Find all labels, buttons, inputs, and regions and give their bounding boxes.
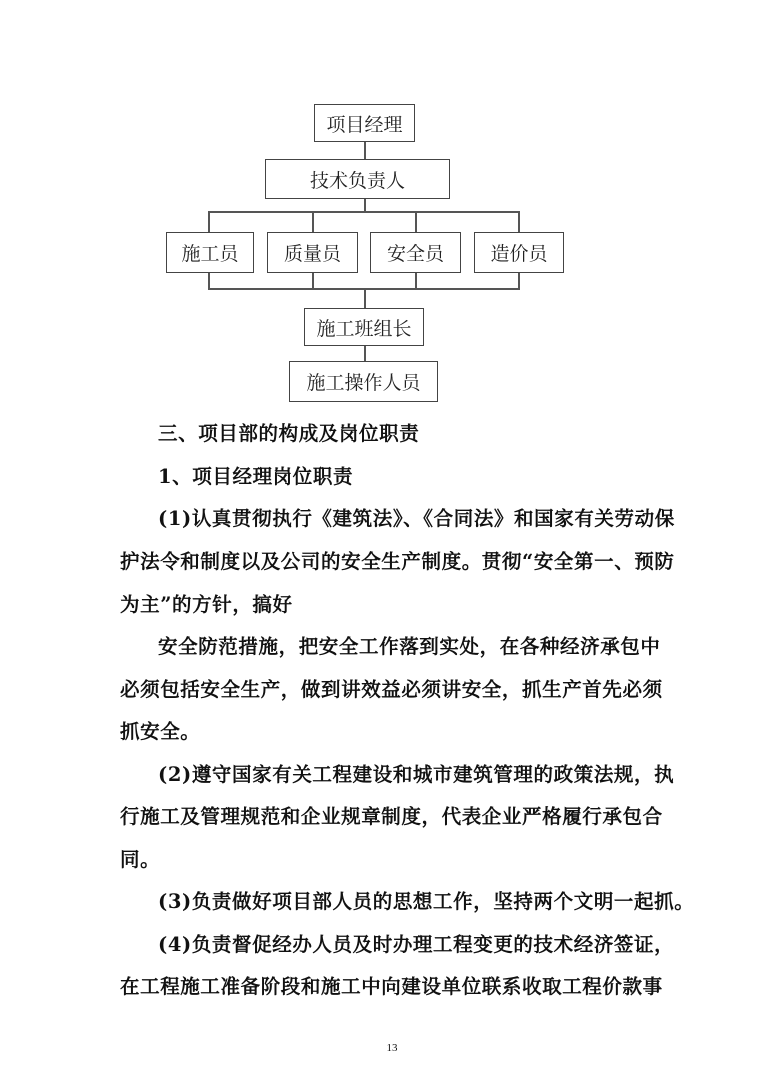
paragraph-line: (4)负责督促经办人员及时办理工程变更的技术经济签证，: [158, 933, 675, 956]
paragraph-line: 安全防范措施，把安全工作落到实处，在各种经济承包中: [158, 635, 661, 658]
org-node-role: 安全员: [370, 232, 461, 273]
paragraph-line: (2)遵守国家有关工程建设和城市建筑管理的政策法规，执: [158, 763, 675, 786]
connector-line: [364, 199, 366, 211]
connector-line: [208, 211, 520, 213]
paragraph-line: 同。: [120, 848, 161, 871]
connector-line: [364, 142, 366, 159]
paragraph-line: 行施工及管理规范和企业规章制度，代表企业严格履行承包合: [120, 805, 663, 828]
paragraph-line: 抓安全。: [120, 720, 201, 743]
org-node-team-leader: 施工班组长: [304, 308, 424, 346]
paragraph-line: (3)负责做好项目部人员的思想工作，坚持两个文明一起抓。: [158, 890, 695, 913]
section-heading: 三、项目部的构成及岗位职责: [158, 422, 420, 445]
org-node-role: 质量员: [267, 232, 358, 273]
paragraph-line: 护法令和制度以及公司的安全生产制度。贯彻“安全第一、预防: [120, 550, 675, 573]
org-node-operators: 施工操作人员: [289, 361, 438, 402]
connector-line: [312, 211, 314, 232]
org-node-technical-lead: 技术负责人: [265, 159, 450, 199]
paragraph-line: (1)认真贯彻执行《建筑法》、《合同法》和国家有关劳动保: [158, 507, 675, 530]
page-number: 13: [386, 1042, 398, 1054]
connector-line: [415, 211, 417, 232]
connector-line: [208, 211, 210, 232]
subsection-heading: 1、项目经理岗位职责: [158, 465, 354, 488]
org-node-role: 施工员: [166, 232, 254, 273]
paragraph-line: 为主”的方针，搞好: [120, 593, 293, 616]
connector-line: [364, 288, 366, 308]
org-node-role: 造价员: [474, 232, 564, 273]
org-node-project-manager: 项目经理: [314, 104, 415, 142]
paragraph-line: 必须包括安全生产，做到讲效益必须讲安全，抓生产首先必须: [120, 678, 663, 701]
paragraph-line: 在工程施工准备阶段和施工中向建设单位联系收取工程价款事: [120, 975, 663, 998]
connector-line: [518, 211, 520, 232]
connector-line: [364, 346, 366, 361]
